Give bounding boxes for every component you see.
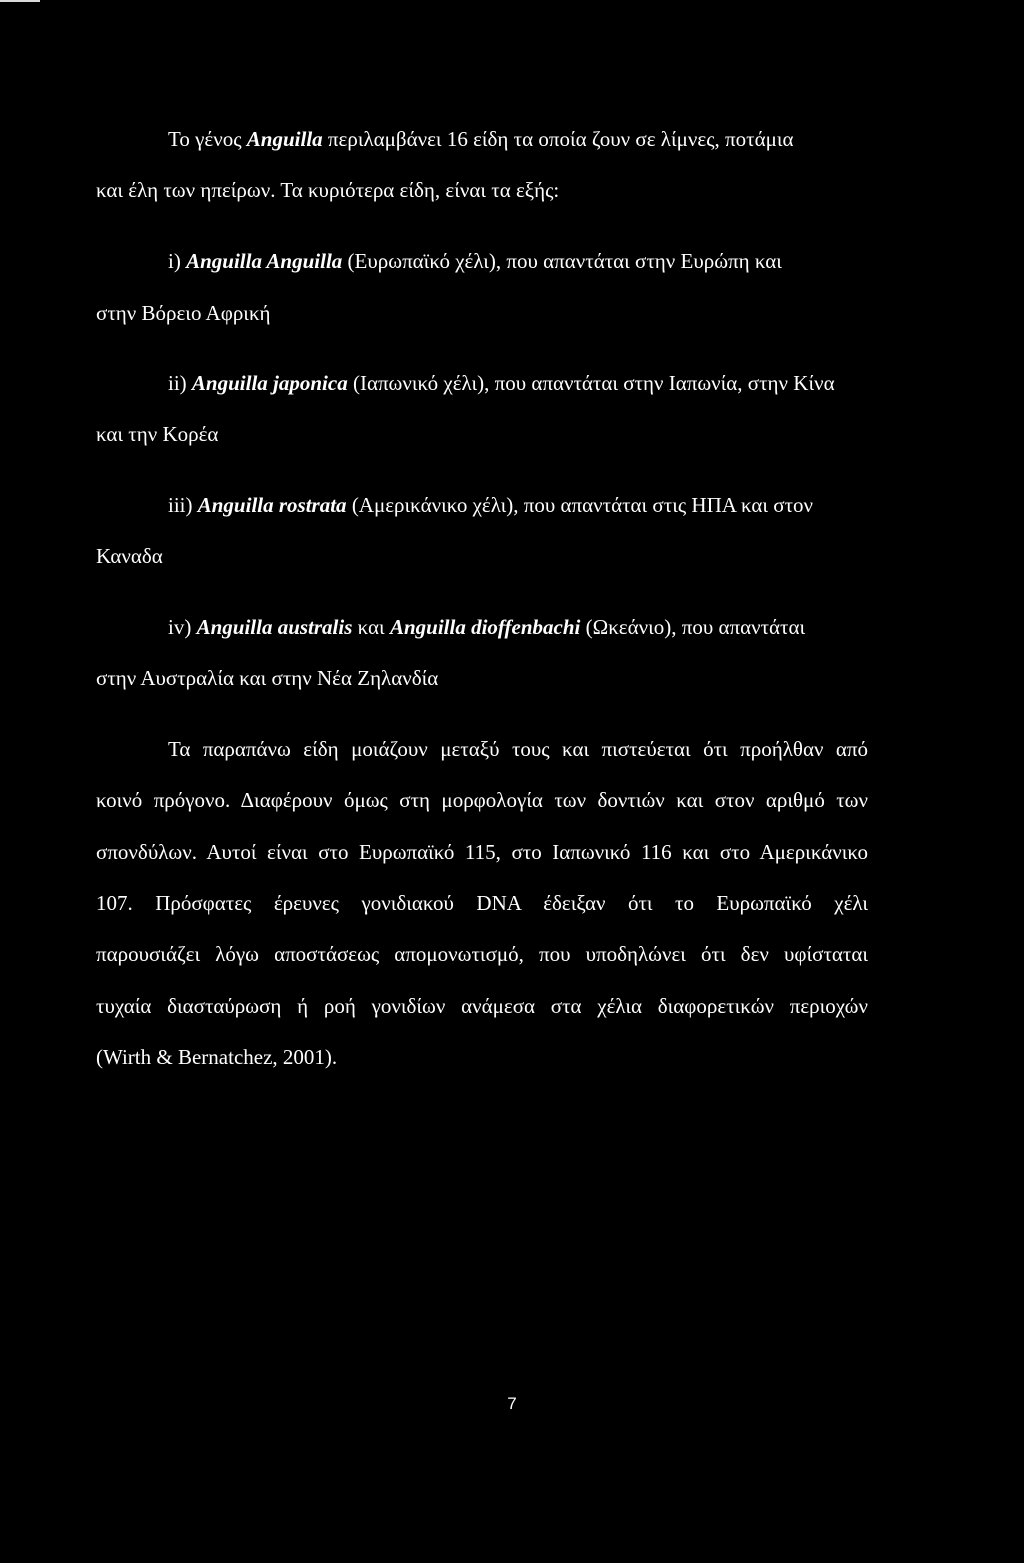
paragraph-line: σπονδύλων. Αυτοί είναι στο Ευρωπαϊκό 115, στο Ιαπωνικό 116 και στο Αμερικάνικο (96, 840, 868, 864)
intro-text: Το γένος (168, 127, 247, 151)
paragraph-line: τυχαία διασταύρωση ή ροή γονιδίων ανάμεσα στα χέλια διαφορετικών περιοχών (96, 994, 868, 1018)
species-iii-line-2: Καναδα (96, 544, 163, 568)
top-edge-line (0, 0, 40, 2)
intro-text-cont: περιλαμβάνει 16 είδη τα οποία ζουν σε λίμνες, ποτάμια (322, 127, 794, 151)
species-iv-line-1 (168, 613, 868, 641)
paragraph-line: παρουσιάζει λόγω αποστάσεως απομονωτισμό, που υποδηλώνει ότι δεν υφίσταται (96, 942, 868, 966)
species-iii-line-1 (168, 491, 868, 519)
paragraph-line: Τα παραπάνω είδη μοιάζουν μεταξύ τους και πιστεύεται ότι προήλθαν από (168, 737, 868, 761)
species-name: Anguilla Anguilla (186, 249, 343, 273)
species-name: Anguilla dioffenbachi (389, 615, 581, 639)
species-description: (Ωκεάνιο), που απαντάται (580, 615, 806, 639)
conjunction: και (352, 615, 390, 639)
species-i-line-1 (168, 247, 868, 275)
species-name: Anguilla australis (196, 615, 353, 639)
item-number: iii) (168, 493, 198, 517)
species-i-line-2: στην Βόρειο Αφρική (96, 301, 271, 325)
species-description: (Αμερικάνικο χέλι), που απαντάται στις ΗΠΑ και στον (346, 493, 814, 517)
paragraph-line: κοινό πρόγονο. Διαφέρουν όμως στη μορφολογία των δοντιών και στον αριθμό των (96, 788, 868, 812)
paragraph-line: 107. Πρόσφατες έρευνες γονιδιακού DNA έδειξαν ότι το Ευρωπαϊκό χέλι (96, 891, 868, 915)
species-description: (Ευρωπαϊκό χέλι), που απαντάται στην Ευρώπη και (342, 249, 782, 273)
page-number: 7 (507, 1394, 517, 1413)
species-ii-line-2: και την Κορέα (96, 422, 219, 446)
species-ii-line-1 (168, 369, 868, 397)
species-name: Anguilla japonica (191, 371, 348, 395)
species-description: (Ιαπωνικό χέλι), που απαντάται στην Ιαπωνία, στην Κίνα (347, 371, 835, 395)
species-name: Anguilla rostrata (197, 493, 347, 517)
genus-name: Anguilla (246, 127, 323, 151)
item-number: ii) (168, 371, 192, 395)
species-iv-line-2: στην Αυστραλία και στην Νέα Ζηλανδία (96, 666, 439, 690)
paragraph-line-last: (Wirth & Bernatchez, 2001). (96, 1045, 338, 1069)
item-number: iv) (168, 615, 197, 639)
intro-line-1 (168, 125, 868, 153)
intro-line-2: και έλη των ηπείρων. Τα κυριότερα είδη, είναι τα εξής: (96, 178, 560, 202)
item-number: i) (168, 249, 187, 273)
